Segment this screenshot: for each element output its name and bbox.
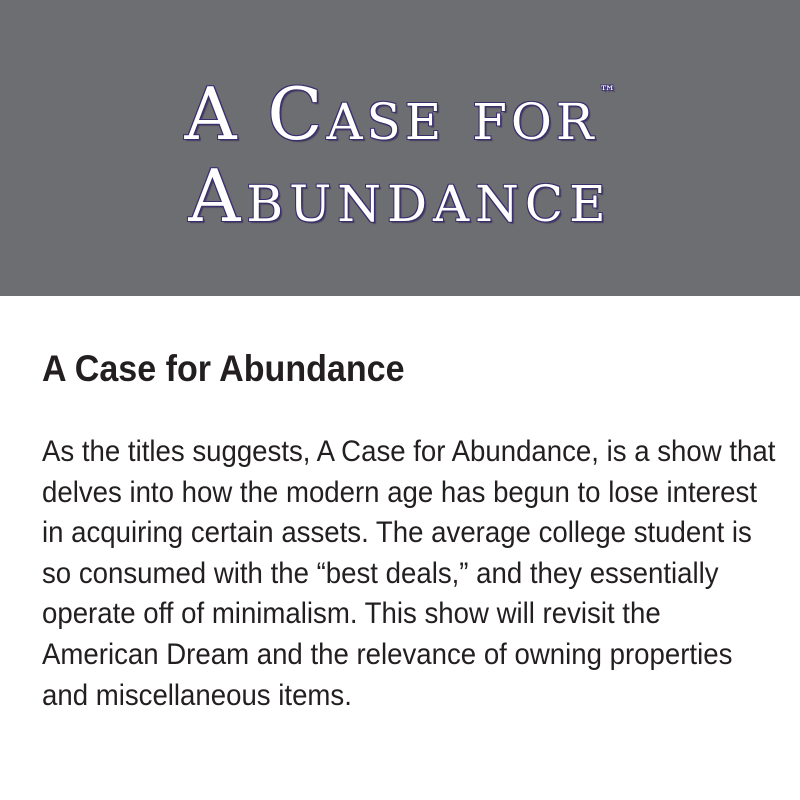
description-section xyxy=(42,348,777,716)
description-paragraph: As the titles suggests, A Case for Abundance, is a show that delves into how the modern age has begun to lose interest in acquiring certain assets. The average college student is so consumed with the “best deals,” and they essentially operate off of minimalism. This show will revisit the American Dream and the relevance of owning properties and miscellaneous items. xyxy=(42,435,776,712)
banner-title-line-1-text: A Case for xyxy=(184,72,598,156)
title-banner xyxy=(0,0,800,296)
banner-title-line-1 xyxy=(0,72,800,156)
trademark-symbol: ™ xyxy=(599,82,616,101)
section-heading: A Case for Abundance xyxy=(42,348,405,389)
banner-title-line-2: Abundance xyxy=(188,154,612,238)
